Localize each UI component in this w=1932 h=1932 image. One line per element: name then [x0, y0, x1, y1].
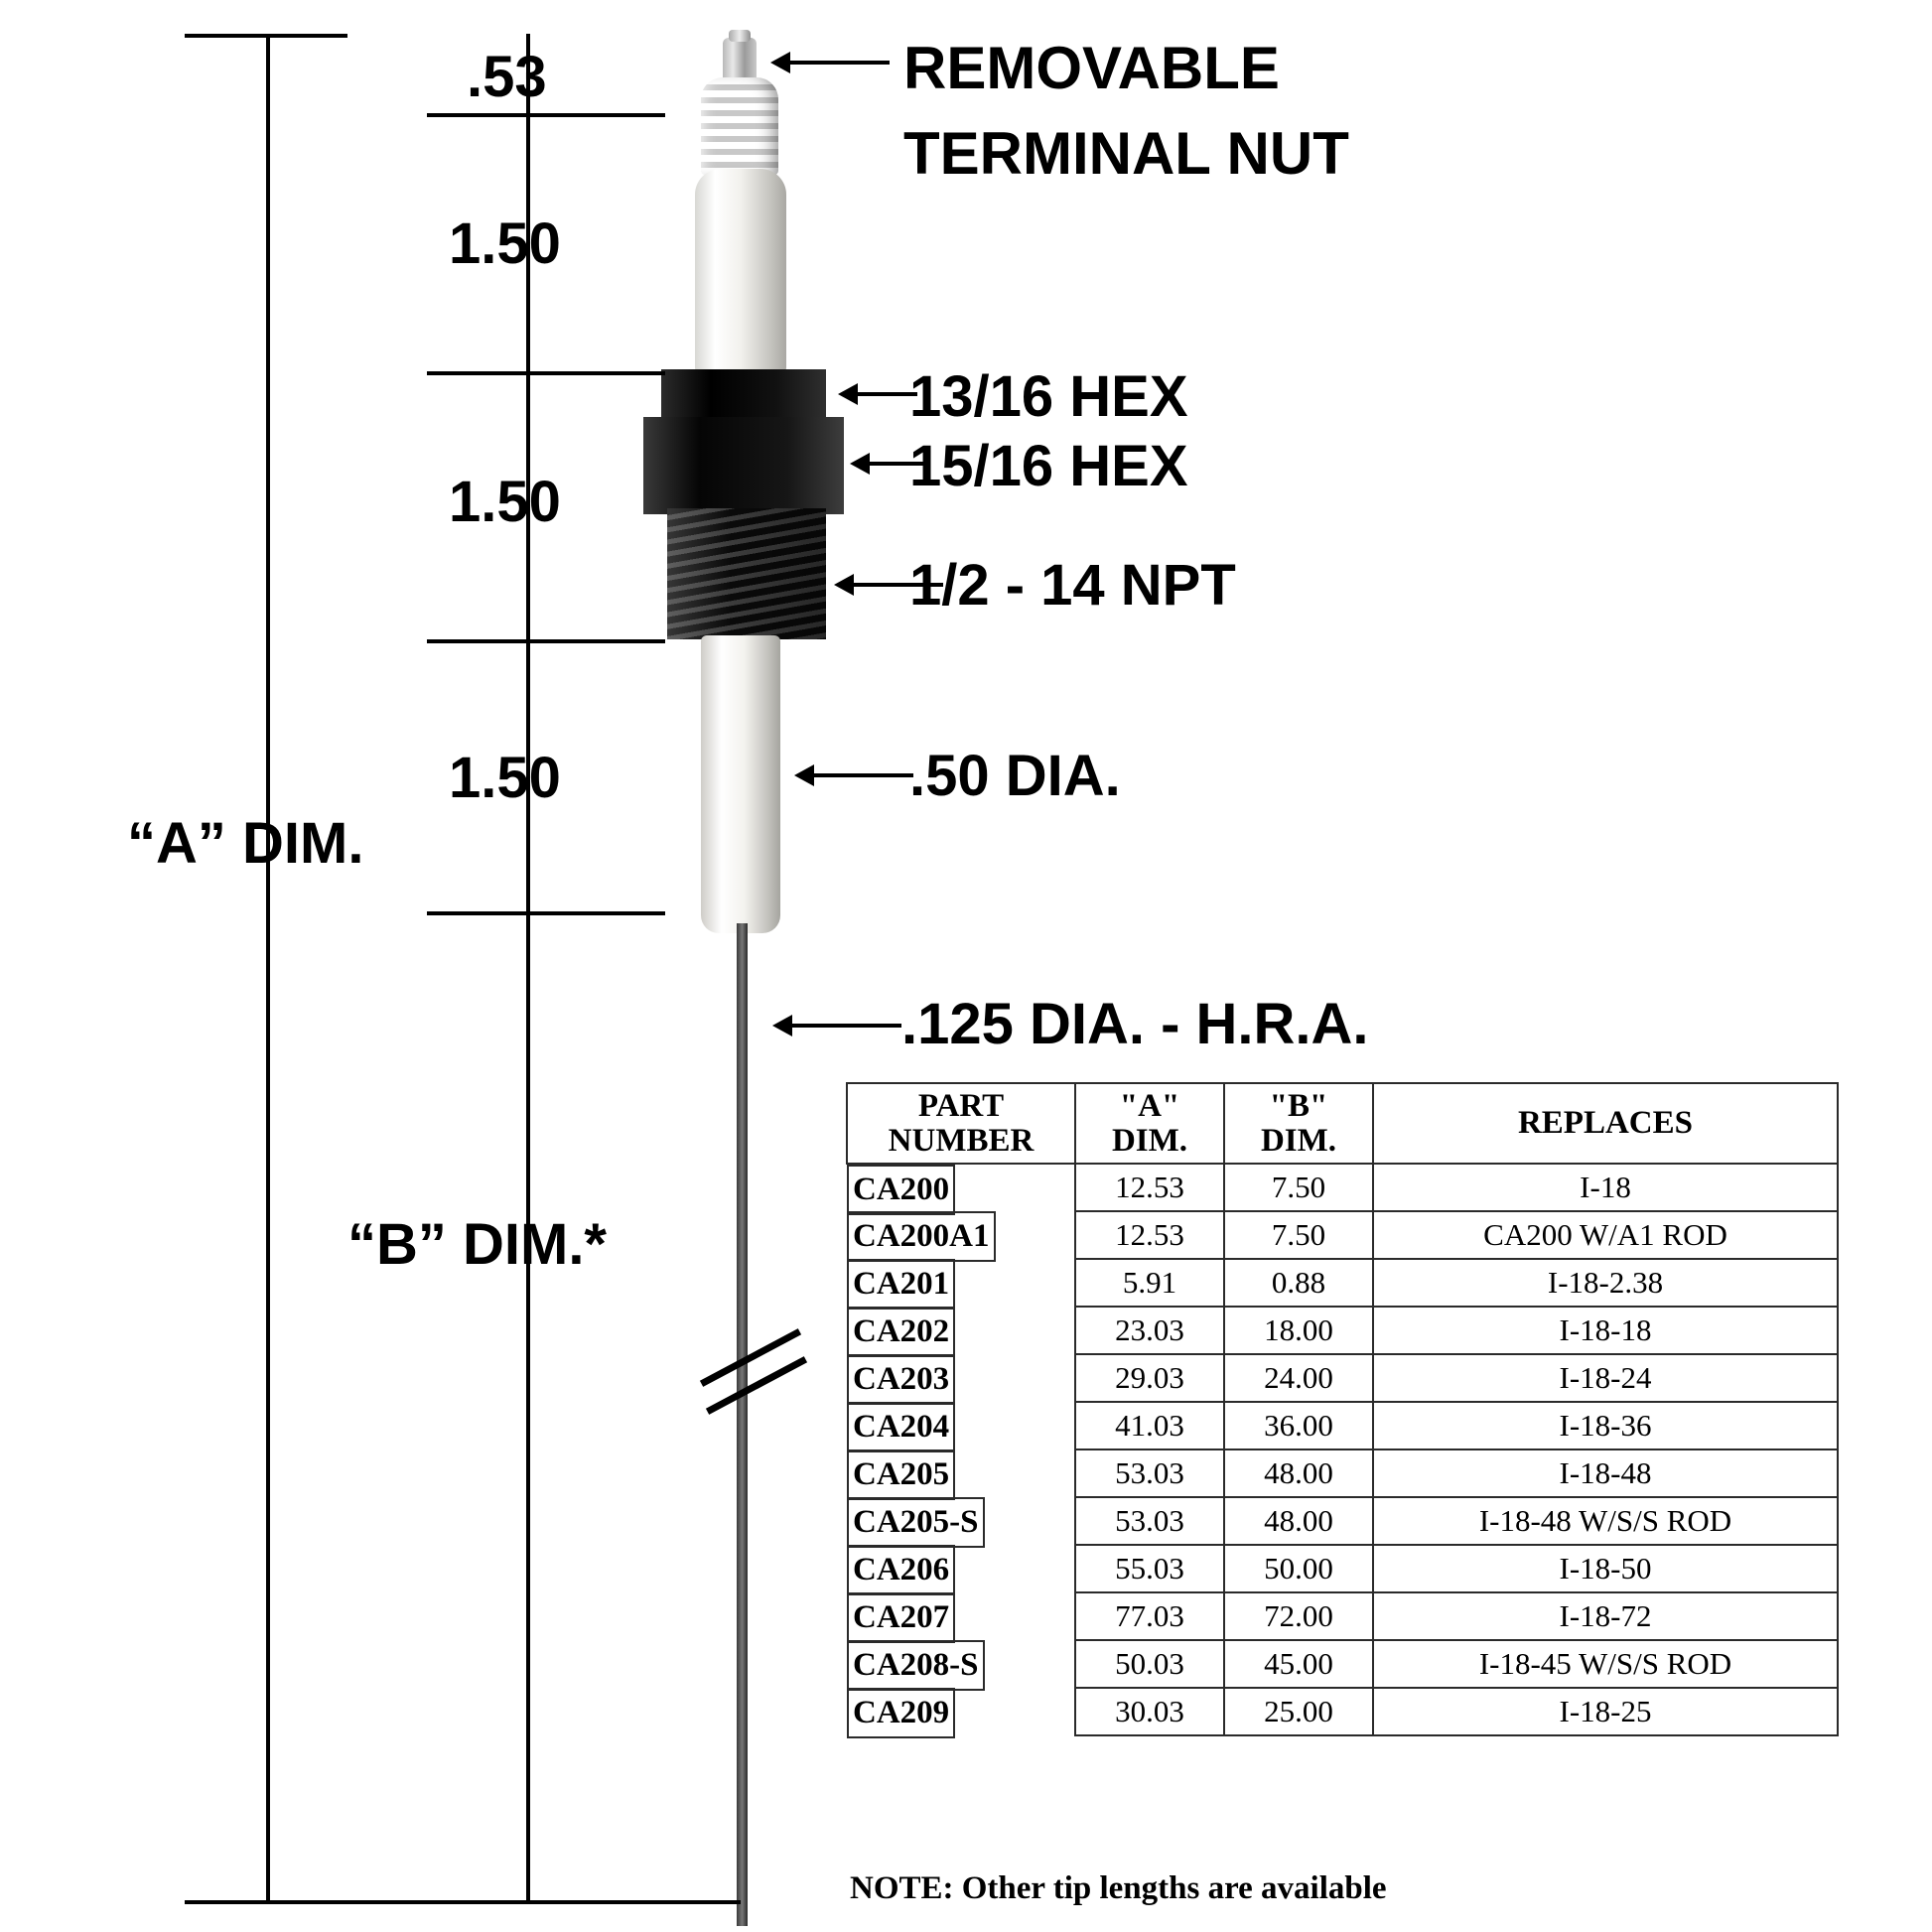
header-part-number — [847, 1083, 1075, 1164]
cell-replaces: I-18-24 — [1373, 1354, 1838, 1402]
table-row — [847, 1402, 1838, 1449]
cell-replaces: I-18-2.38 — [1373, 1259, 1838, 1307]
cell-part-number: CA200A1 — [847, 1211, 996, 1262]
cell-a-dim: 53.03 — [1075, 1449, 1224, 1497]
lower-insulator-graphic — [701, 635, 780, 933]
callout-hex-15-16: 15/16 HEX — [909, 434, 1188, 498]
cell-b-dim: 72.00 — [1224, 1592, 1373, 1640]
cell-part-number: CA202 — [847, 1307, 955, 1357]
cell-b-dim: 45.00 — [1224, 1640, 1373, 1688]
cell-b-dim: 18.00 — [1224, 1307, 1373, 1354]
cell-part-number: CA200 — [847, 1165, 955, 1215]
cell-b-dim: 7.50 — [1224, 1164, 1373, 1211]
overall-dim-line — [266, 34, 270, 1904]
table-row — [847, 1354, 1838, 1402]
header-b-dim — [1224, 1083, 1373, 1164]
cell-part-number: CA209 — [847, 1688, 955, 1738]
header-a-line1: "A" — [1119, 1088, 1180, 1124]
cell-a-dim: 23.03 — [1075, 1307, 1224, 1354]
cell-part-number: CA206 — [847, 1545, 955, 1595]
cell-a-dim: 53.03 — [1075, 1497, 1224, 1545]
cell-replaces: I-18-72 — [1373, 1592, 1838, 1640]
table-row — [847, 1545, 1838, 1592]
npt-thread-graphic — [667, 508, 826, 639]
table-row — [847, 1688, 1838, 1735]
overall-dim-tick-top — [185, 34, 347, 38]
header-part-line2: NUMBER — [888, 1122, 1035, 1159]
dim-a-label: “A” DIM. — [127, 811, 364, 876]
cell-replaces: I-18-48 W/S/S ROD — [1373, 1497, 1838, 1545]
dim-053-label: .53 — [467, 45, 547, 109]
table-row — [847, 1592, 1838, 1640]
callout-terminal-nut: TERMINAL NUT — [903, 120, 1349, 187]
table-row — [847, 1449, 1838, 1497]
table-row — [847, 1211, 1838, 1259]
cell-b-dim: 50.00 — [1224, 1545, 1373, 1592]
cell-a-dim: 77.03 — [1075, 1592, 1224, 1640]
cell-part-number: CA208-S — [847, 1640, 985, 1691]
header-b-line1: "B" — [1269, 1088, 1328, 1124]
cell-a-dim: 41.03 — [1075, 1402, 1224, 1449]
cell-a-dim: 5.91 — [1075, 1259, 1224, 1307]
header-a-line2: DIM. — [1111, 1122, 1188, 1159]
cell-b-dim: 48.00 — [1224, 1449, 1373, 1497]
table-note: NOTE: Other tip lengths are available — [850, 1870, 1387, 1906]
cell-a-dim: 12.53 — [1075, 1211, 1224, 1259]
header-part-line1: PART — [917, 1088, 1005, 1124]
table-row — [847, 1640, 1838, 1688]
dim-tick-150a — [427, 371, 665, 375]
stacked-dim-line — [526, 34, 530, 1904]
cell-b-dim: 7.50 — [1224, 1211, 1373, 1259]
table-header-row — [847, 1083, 1838, 1164]
cell-replaces: I-18 — [1373, 1164, 1838, 1211]
cell-a-dim: 12.53 — [1075, 1164, 1224, 1211]
break-symbol — [695, 1326, 814, 1416]
table-row — [847, 1164, 1838, 1211]
cell-replaces: I-18-36 — [1373, 1402, 1838, 1449]
callout-removable: REMOVABLE — [903, 35, 1280, 101]
dim-150b-label: 1.50 — [449, 470, 561, 534]
cell-b-dim: 36.00 — [1224, 1402, 1373, 1449]
ceramic-ribs-graphic — [701, 77, 778, 175]
overall-dim-tick-bottom — [185, 1900, 741, 1904]
table-row — [847, 1259, 1838, 1307]
dia-50-arrow — [794, 764, 913, 786]
callout-dia-125-hra: .125 DIA. - H.R.A. — [901, 992, 1369, 1056]
cell-part-number: CA205-S — [847, 1497, 985, 1548]
cell-replaces: I-18-45 W/S/S ROD — [1373, 1640, 1838, 1688]
cell-b-dim: 0.88 — [1224, 1259, 1373, 1307]
cell-replaces: I-18-50 — [1373, 1545, 1838, 1592]
table-row — [847, 1497, 1838, 1545]
cell-a-dim: 29.03 — [1075, 1354, 1224, 1402]
terminal-nut-arrow — [770, 52, 890, 73]
dim-tick-150b — [427, 639, 665, 643]
cell-replaces: I-18-48 — [1373, 1449, 1838, 1497]
cell-part-number: CA203 — [847, 1354, 955, 1405]
header-b-line2: DIM. — [1260, 1122, 1337, 1159]
cell-replaces: I-18-18 — [1373, 1307, 1838, 1354]
callout-dia-50: .50 DIA. — [909, 744, 1121, 808]
dia-125-arrow — [772, 1015, 901, 1036]
table-row — [847, 1307, 1838, 1354]
cell-a-dim: 55.03 — [1075, 1545, 1224, 1592]
terminal-nut-graphic — [723, 38, 757, 81]
cell-b-dim: 48.00 — [1224, 1497, 1373, 1545]
hex-15-16-graphic — [643, 417, 844, 514]
dim-tick-053 — [427, 113, 665, 117]
callout-npt: 1/2 - 14 NPT — [909, 553, 1236, 618]
dim-tick-150c — [427, 911, 665, 915]
cell-a-dim: 50.03 — [1075, 1640, 1224, 1688]
cell-part-number: CA201 — [847, 1259, 955, 1310]
cell-part-number: CA207 — [847, 1592, 955, 1643]
flame-rod-graphic — [737, 923, 748, 1926]
dim-150a-label: 1.50 — [449, 211, 561, 276]
cell-b-dim: 25.00 — [1224, 1688, 1373, 1735]
cell-a-dim: 30.03 — [1075, 1688, 1224, 1735]
hex-13-16-arrow — [838, 383, 917, 405]
dim-b-label: “B” DIM.* — [347, 1212, 607, 1277]
cell-part-number: CA205 — [847, 1449, 955, 1500]
header-a-dim — [1075, 1083, 1224, 1164]
ceramic-body-graphic — [695, 169, 786, 377]
cell-b-dim: 24.00 — [1224, 1354, 1373, 1402]
callout-hex-13-16: 13/16 HEX — [909, 364, 1188, 429]
spec-table — [846, 1082, 1839, 1736]
cell-replaces: I-18-25 — [1373, 1688, 1838, 1735]
cell-part-number: CA204 — [847, 1402, 955, 1452]
cell-replaces: CA200 W/A1 ROD — [1373, 1211, 1838, 1259]
header-replaces: REPLACES — [1373, 1083, 1838, 1164]
dim-150c-label: 1.50 — [449, 746, 561, 810]
